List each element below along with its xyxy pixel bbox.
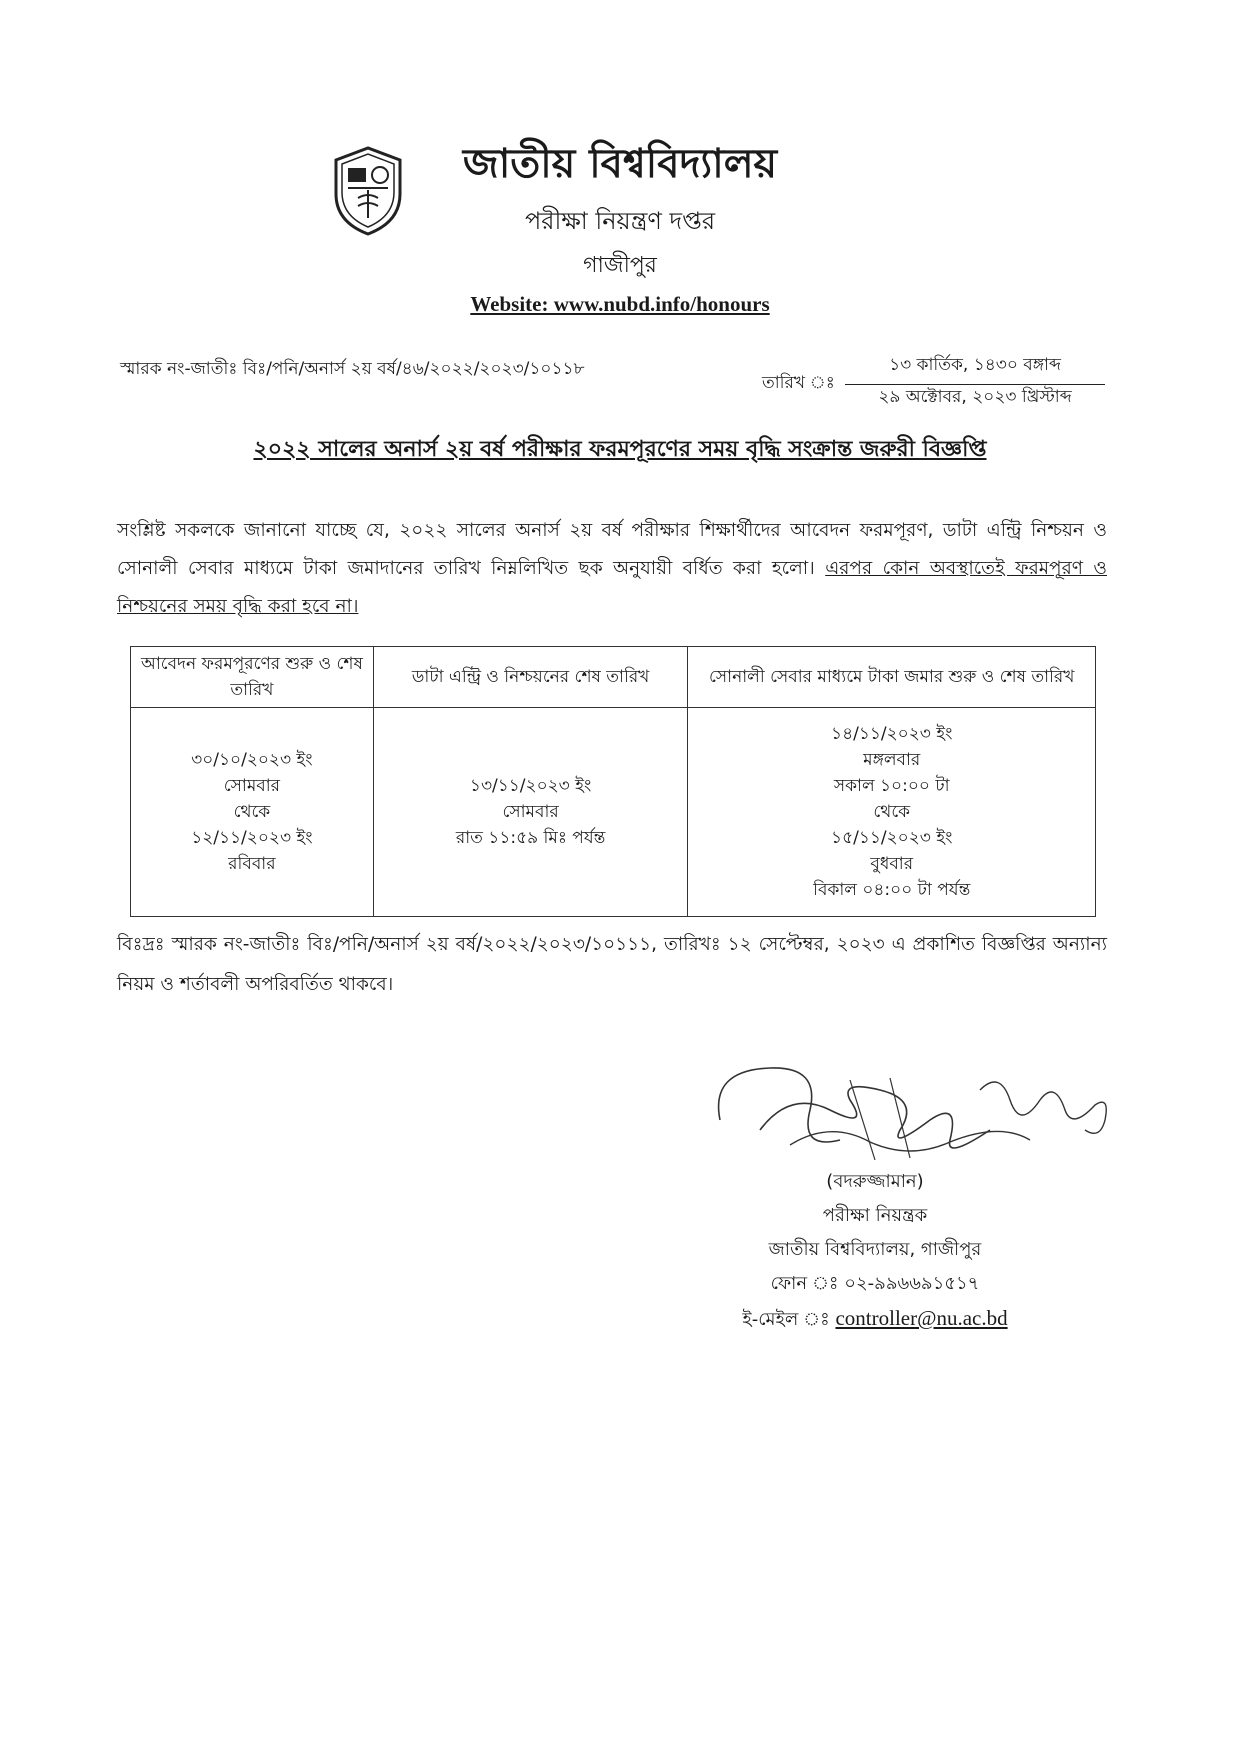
signatory-organization: জাতীয় বিশ্ববিদ্যালয়, গাজীপুর: [768, 1239, 982, 1260]
cell-line: রাত ১১:৫৯ মিঃ পর্যন্ত: [455, 828, 606, 848]
cell-line: বুধবার: [870, 854, 914, 874]
form-fillup-dates-cell: [131, 708, 374, 917]
website-link[interactable]: Website: www.nubd.info/honours: [470, 292, 770, 316]
signatory-name: (বদরুজ্জামান): [826, 1171, 924, 1192]
footnote: বিঃদ্রঃ স্মারক নং-জাতীঃ বিঃ/পনি/অনার্স ২য় বর্ষ/২০২২/২০২৩/১০১১১, তারিখঃ ১২ সেপ্টেম্বর, ২০২৩ এ প্রকাশিত বিজ্ঞপ্তির অন্যান্য নিয়ম ও শর্তাবলী অপরিবর্তিত থাকবে।: [117, 934, 1107, 995]
cell-line: বিকাল ০৪:০০ টা পর্যন্ত: [813, 880, 971, 900]
notice-body-emphasis: এরপর কোন অবস্থাতেই ফরমপূরণ ও নিশ্চয়নের সময় বৃদ্ধি করা হবে না।: [117, 558, 1107, 617]
cell-line: ১২/১১/২০২৩ ইং: [191, 828, 313, 848]
signatory-phone: ফোন ঃ ০২-৯৯৬৬৯১৫১৭: [770, 1273, 980, 1294]
office-name: পরীক্ষা নিয়ন্ত্রণ দপ্তর: [524, 207, 716, 235]
cell-line: ১৩/১১/২০২৩ ইং: [469, 776, 592, 796]
cell-line: ১৪/১১/২০২৩ ইং: [831, 724, 953, 744]
cell-line: ১৫/১১/২০২৩ ইং: [831, 828, 953, 848]
cell-line: থেকে: [873, 802, 911, 822]
table-header-cell: আবেদন ফরমপূরণের শুরু ও শেষ তারিখ: [131, 647, 374, 708]
university-logo-icon: [328, 142, 408, 242]
date-label: তারিখ ঃ: [762, 373, 835, 393]
memo-number: স্মারক নং-জাতীঃ বিঃ/পনি/অনার্স ২য় বর্ষ/৪৬/২০২২/২০২৩/১০১১৮: [120, 359, 585, 379]
schedule-table: [130, 646, 1096, 917]
email-label: ই-মেইল ঃ: [742, 1309, 830, 1330]
signature-icon: [700, 1050, 1120, 1184]
table-row: [131, 708, 1096, 917]
office-city: গাজীপুর: [583, 253, 657, 278]
notice-title: ২০২২ সালের অনার্স ২য় বর্ষ পরীক্ষার ফরমপূরণের সময় বৃদ্ধি সংক্রান্ত জরুরী বিজ্ঞপ্তি: [253, 437, 987, 462]
date-bangla: ১৩ কার্তিক, ১৪৩০ বঙ্গাব্দ: [845, 352, 1105, 385]
notice-body-text: সংশ্লিষ্ট সকলকে জানানো যাচ্ছে যে, ২০২২ সালের অনার্স ২য় বর্ষ পরীক্ষার শিক্ষার্থীদের আবেদন ফরমপূরণ, ডাটা এন্ট্রি নিশ্চয়ন ও সোনালী সেবার মাধ্যমে টাকা জমাদানের তারিখ নিম্নলিখিত ছক অনুযায়ী বর্ধিত করা হলো।: [117, 520, 1107, 579]
table-header-cell: ডাটা এন্ট্রি ও নিশ্চয়নের শেষ তারিখ: [373, 647, 688, 708]
cell-line: রবিবার: [228, 854, 276, 874]
cell-line: থেকে: [233, 802, 271, 822]
cell-line: সোমবার: [502, 802, 559, 822]
signatory-designation: পরীক্ষা নিয়ন্ত্রক: [822, 1205, 928, 1226]
email-link[interactable]: controller@nu.ac.bd: [835, 1306, 1008, 1330]
table-header-row: [131, 647, 1096, 708]
cell-line: সকাল ১০:০০ টা: [833, 776, 950, 796]
university-name: জাতীয় বিশ্ববিদ্যালয়: [462, 141, 778, 187]
cell-line: সোমবার: [223, 776, 281, 796]
payment-dates-cell: [688, 708, 1096, 917]
date-gregorian: ২৯ অক্টোবর, ২০২৩ খ্রিস্টাব্দ: [878, 387, 1072, 407]
table-header-cell: সোনালী সেবার মাধ্যমে টাকা জমার শুরু ও শেষ তারিখ: [688, 647, 1096, 708]
cell-line: মঙ্গলবার: [863, 750, 921, 770]
data-entry-deadline-cell: [373, 708, 688, 917]
notice-body: [117, 512, 1107, 626]
signatory-block: [690, 1165, 1060, 1337]
cell-line: ৩০/১০/২০২৩ ইং: [191, 750, 313, 770]
signatory-email-row: [690, 1301, 1060, 1337]
